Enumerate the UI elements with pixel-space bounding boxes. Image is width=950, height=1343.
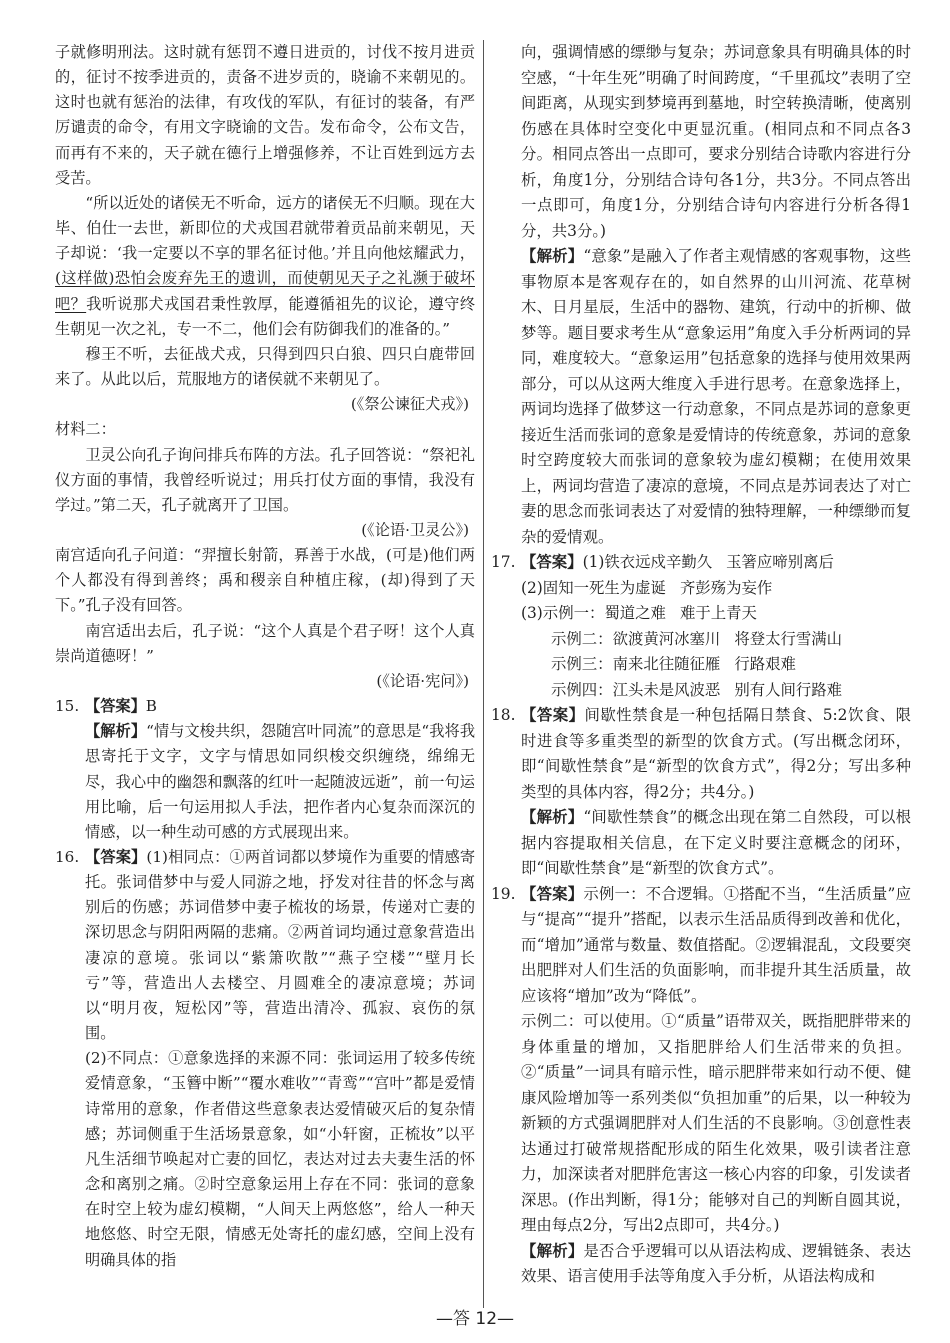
- answer-line: [521, 576, 911, 602]
- text: 我听说那犬戎国君秉性敦厚，能遵循祖先的议论，遵守终生朝见一次之礼，专一不二，他们会有防御我们的准备的。”: [55, 294, 476, 338]
- explanation-text: “间歇性禁食”的概念出现在第二自然段，可以根据内容提取相关信息，在下定义时要注意概念的闭环，即“间歇性禁食”是“新型的饮食方式”。: [521, 808, 911, 877]
- explanation: [521, 805, 911, 882]
- answer-label: 【答案】: [85, 848, 147, 866]
- paragraph: 南宫适出去后，孔子说：“这个人真是个君子呀！这个人真崇尚道德呀！”: [55, 621, 475, 665]
- answer-line: [521, 678, 911, 704]
- question-15: [55, 694, 475, 845]
- explanation-label: 【解析】: [521, 808, 584, 826]
- answer: [521, 703, 911, 805]
- explanation-text: “意象”是融入了作者主观情感的客观事物，这些事物原本是客观存在的，如自然界的山川河流、花草树木、日月星辰，生活中的器物、建筑，行动中的折柳、做梦等。题目要求考生从“意象运用”角度入手分析两词的异同，难度较大。“意象运用”包括意象的选择与使用效果两部分，可以从这两大维度入手进行思考。在意象选择上，两词均选择了做梦这一行动意象，不同点是苏词的意象更接近生活而张词的意象是爱情诗的传统意象，苏词的意象时空跨度较大而张词的意象较为虚幻模糊；在使用效果上，两词均营造了凄凉的意境，不同点是苏词表达了对亡妻的思念而张词表达了对爱情的独特理解，一种缥缈而复杂的爱情观。: [521, 247, 911, 546]
- verse: 难于上青天: [679, 604, 757, 622]
- answer-line: [521, 652, 911, 678]
- question-18: [491, 703, 911, 882]
- answer-example-2: 示例二：可以使用。①“质量”语带双关，既指肥胖带来的身体重量的增加，又指肥胖给人们生活带来的负担。②“质量”一词具有暗示性，暗示肥胖带来如行动不便、健康风险增加等一系列类似“负担加重”的后果，以一种较为新颖的方式强调肥胖对人们生活的不良影响。③创意性表达通过打破常规搭配形成的陌生化效果，吸引读者注意力，加深读者对肥胖危害这一核心内容的印象，引发读者深思。(作出判断，得1分；能够对自己的判断自圆其说，理由每点2分，写出2点即可，共4分。): [521, 1012, 911, 1234]
- verse: 别有人间行路难: [734, 680, 843, 699]
- paragraph: 南宫适向孔子问道：“羿擅长射箭，奡善于水战，(可是)他们两个人都没有得到善终；禹和稷亲自种植庄稼，(却)得到了天下。”孔子没有回答。: [55, 546, 475, 615]
- answer: [85, 694, 475, 719]
- paragraph: 卫灵公向孔子询问排兵布阵的方法。孔子回答说：“祭祀礼仪方面的事情，我曾经听说过；用兵打仗方面的事情，我没有学过。”第二天，孔子就离开了卫国。: [55, 445, 475, 514]
- question-17: [491, 550, 911, 703]
- paragraph: 子就修明刑法。这时就有惩罚不遵日进贡的，讨伐不按月进贡的，征讨不按季进贡的，责备不进岁贡的，晓谕不来朝见的。这时也就有惩治的法律，有攻伐的军队，有征讨的装备，有严厉谴责的命令，有用文字晓谕的文告。发布命令，公布文告，而再有不来的，天子就在德行上增强修养，不让百姓到远方去受苦。: [55, 43, 475, 187]
- verse: 行路艰难: [734, 655, 796, 673]
- column-divider: [483, 40, 484, 1308]
- answer-text: (1)相同点：①两首词都以梦境作为重要的情感寄托。张词借梦中与爱人同游之地，抒发对往昔的怀念与离别后的伤感；苏词借梦中妻子梳妆的场景，传递对亡妻的深切思念与阴阳两隔的悲痛。②两首词均通过意象营造出凄凉的意境。张词以“紫箫吹散”“燕子空楼”“壁月长亏”等，营造出人去楼空、月圆难全的凄凉意境；苏词以“明月夜，短松冈”等，营造出清冷、孤寂、哀伤的氛围。: [85, 848, 476, 1043]
- explanation: [521, 244, 911, 550]
- explanation-text: 是否合乎逻辑可以从语法构成、逻辑链条、表达效果、语言使用手法等角度入手分析，从语法构成和: [521, 1241, 911, 1285]
- answer-line: [521, 627, 911, 653]
- verse: 示例三：南来北往随征雁: [551, 655, 721, 673]
- answer-label: 【答案】: [85, 697, 146, 716]
- underlined-sentence: (这样做)恐怕会废弃先王的遗训，而使朝见天子之礼濒于破坏吧？: [55, 269, 475, 313]
- right-column: [491, 40, 911, 1290]
- question-number: 17.: [491, 553, 516, 571]
- question-16-continued: [491, 40, 911, 550]
- verse: (3)示例一：蜀道之难: [521, 604, 666, 622]
- answer-label: 【答案】: [521, 884, 584, 903]
- question-number: 18.: [491, 706, 516, 724]
- paragraph: [55, 191, 475, 342]
- question-19: [491, 882, 911, 1290]
- answer-label: 【答案】: [521, 553, 583, 571]
- answer: [521, 882, 911, 1010]
- question-number: 16.: [55, 848, 80, 866]
- source-citation: (《论语·卫灵公》): [361, 520, 469, 539]
- source-citation: (《论语·宪问》): [376, 671, 469, 690]
- verse: 示例二：欲渡黄河冰塞川: [551, 629, 721, 648]
- explanation-text: “情与文梭共织，怨随宫叶同流”的意思是“我将我思寄托于文字，文字与情思如同织梭交织缠绕，绵绵无尽，我心中的幽怨和飘落的红叶一起随波远逝”，前一句运用比喻，后一句运用拟人手法，把作者内心复杂而深沉的情感，以一种生动可感的方式展现出来。: [85, 722, 476, 841]
- answer-label: 【答案】: [521, 706, 585, 724]
- verse: 示例四：江头未是风波恶: [551, 680, 721, 699]
- answer-text: 示例一：不合逻辑。①搭配不当，“生活质量”应与“提高”“提升”搭配，以表示生活品质得到改善和优化，而“增加”通常与数量、数值搭配。②逻辑混乱，文段要突出肥胖对人们生活的负面影响，而非提升其生活质量，故应该将“增加”改为“降低”。: [521, 884, 911, 1005]
- explanation: [85, 719, 475, 845]
- left-column: [55, 40, 475, 1273]
- explanation-label: 【解析】: [521, 247, 584, 265]
- paragraph: 穆王不听，去征战犬戎，只得到四只白狼、四只白鹿带回来了。从此以后，荒服地方的诸侯就不来朝见了。: [55, 344, 475, 389]
- answer: [85, 845, 475, 1046]
- text: “所以近处的诸侯无不听命，远方的诸侯无不归顺。现在大毕、伯仕一去世，新即位的犬戎国君就带着贡品前来朝见，天子却说：‘我一定要以不享的罪名征讨他。’并且向他炫耀武力，: [55, 193, 475, 263]
- answer-text: B: [145, 697, 157, 716]
- answer-continued: 向，强调情感的缥缈与复杂；苏词意象具有明确具体的时空感，“十年生死”明确了时间跨度，“千里孤坟”表明了空间距离，从现实到梦境再到墓地，时空转换清晰，使离别伤感在具体时空变化中更显沉重。(相同点和不同点各3分。相同点答出一点即可，要求分别结合诗歌内容进行分析，角度1分，分别结合诗句各1分，共3分。不同点答出一点即可，角度1分，分别结合诗句内容进行分析各得1分，共3分。): [521, 43, 911, 240]
- answer-line: [521, 601, 911, 627]
- question-16: [55, 845, 475, 1273]
- material-heading: 材料二：: [55, 420, 116, 439]
- answer-line: [521, 550, 911, 576]
- verse: (1)铁衣远戍辛勤久: [582, 553, 713, 571]
- explanation: [521, 1239, 911, 1290]
- answer-part-2: (2)不同点：①意象选择的来源不同：张词运用了较多传统爱情意象，“玉簪中断”“覆水难收”“青鸾”“宫叶”都是爱情诗常用的意象，作者借这些意象表达爱情破灭后的复杂情感；苏词侧重于生活场景意象，如“小轩窗，正梳妆”以平凡生活细节唤起对亡妻的回忆，表达对过去夫妻生活的怀念和离别之痛。②时空意象运用上存在不同：张词的意象在时空上较为虚幻模糊，“人间天上两悠悠”，给人一种天地悠悠、时空无限，情感无处寄托的虚幻感，空间上没有明确具体的指: [85, 1049, 475, 1269]
- answer-text: 间歇性禁食是一种包括隔日禁食、5:2饮食、限时进食等多重类型的新型的饮食方式。(写出概念闭环，即“间歇性禁食”是“新型的饮食方式”，得2分；写出多种类型的具体内容，得2分；共4分。): [521, 706, 911, 801]
- verse: 齐彭殇为妄作: [679, 578, 773, 597]
- page-number: —答 12—: [435, 1309, 515, 1329]
- explanation-label: 【解析】: [85, 722, 147, 741]
- explanation-label: 【解析】: [521, 1241, 584, 1260]
- verse: 将登太行雪满山: [734, 629, 843, 648]
- question-number: 15.: [55, 697, 80, 716]
- verse: 玉箸应啼别离后: [726, 553, 834, 571]
- source-citation: (《祭公谏征犬戎》): [350, 395, 469, 414]
- verse: (2)固知一死生为虚诞: [521, 578, 666, 597]
- question-number: 19.: [491, 884, 516, 903]
